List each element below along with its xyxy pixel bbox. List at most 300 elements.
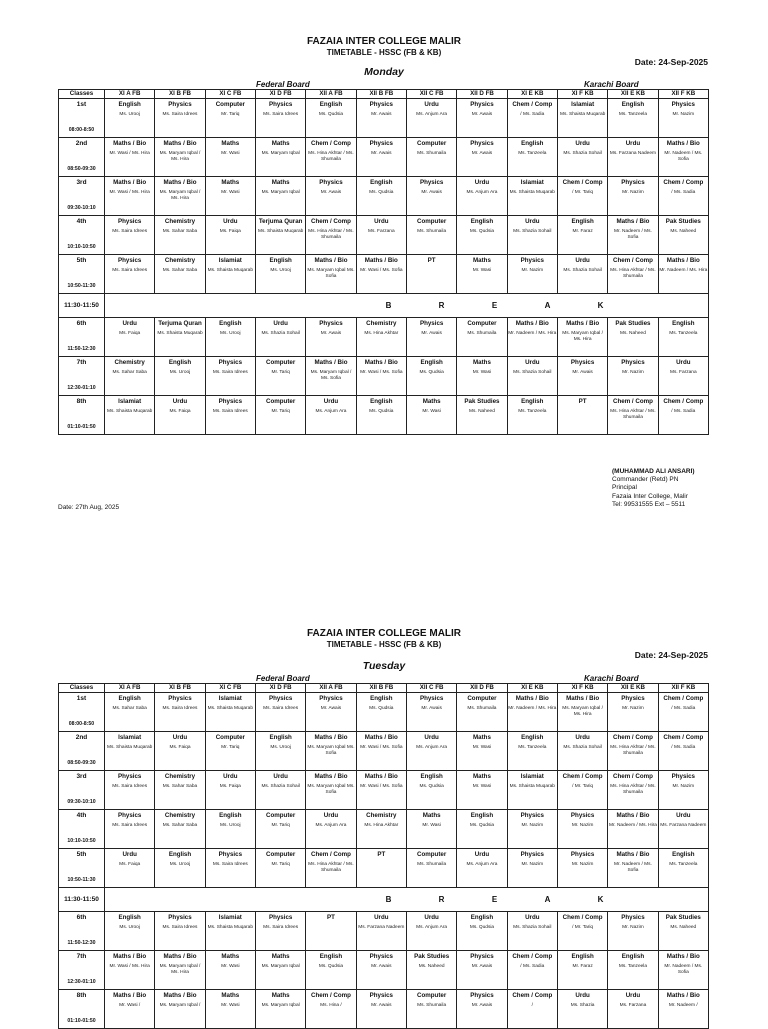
subject-name: Computer [266,812,296,819]
teacher-name: Ms. Shazia Sohail [513,925,552,930]
teacher-name: / Mr. Tariq [572,190,594,195]
subject-name: Chemistry [366,812,397,819]
lesson-cell [306,990,356,1029]
subject-name: Chem / Comp [663,695,704,702]
teacher-name: Mr. Wasi / Ms. Sofia [360,745,403,750]
subject-name: Terjuma Quran [158,320,202,327]
teacher-name: Ms. Urooj [169,370,191,375]
subject-name: Physics [470,140,494,147]
teacher-name: Mr. Nadeem / Ms. Hira [659,268,708,273]
teacher-name: / Ms. Sadia [671,706,696,711]
teacher-name: Ms. Urooj [270,745,291,750]
lesson-cell [306,732,356,771]
subject-name: Chem / Comp [613,398,653,405]
subject-name: Pak Studies [414,953,450,960]
lesson-cell [507,357,557,396]
lesson-cell [205,732,255,771]
teacher-name: Ms. Hina Akhtar / Ms. Shumaila [610,784,656,795]
teacher-name: Ms. Shaista Muqarab [509,190,555,195]
subject-name: Chemistry [164,257,196,264]
period-time: 08:50-09:30 [67,760,96,766]
subject-name: Urdu [525,359,540,366]
lesson-cell [406,732,456,771]
class-header: XII D FB [457,90,507,99]
subject-name: Urdu [676,812,691,819]
subject-name: Computer [215,734,245,741]
subject-name: Pak Studies [665,914,701,921]
karachi-board-label: Karachi Board [584,674,639,683]
teacher-name: Ms. Naheed [418,964,445,969]
subject-name: Urdu [474,851,490,858]
teacher-name: Ms. Shumaila [417,862,447,867]
teacher-name: / Ms. Sadia [671,745,696,750]
subject-name: PT [377,851,386,858]
period-cell [59,912,105,951]
teacher-name: Ms. Tanzeela [518,151,547,156]
period-row [59,177,709,216]
lesson-cell [507,990,557,1029]
lesson-cell [507,177,557,216]
lesson-cell [255,693,305,732]
teacher-name: Mr. Nazim [622,190,644,195]
lesson-cell [255,99,305,138]
lesson-cell [155,99,205,138]
subject-name: English [521,398,544,405]
teacher-name: Ms. Qudsia [318,964,344,969]
subject-name: Islamiat [520,773,544,780]
class-header: XII E KB [608,684,658,693]
subject-name: Physics [470,953,494,960]
teacher-name: Ms. Hina Akhtar / Ms. Shumaila [610,745,656,756]
lesson-cell [406,693,456,732]
lesson-cell [507,810,557,849]
subject-name: Computer [215,101,245,108]
subject-name: Physics [671,101,695,108]
teacher-name: Ms. Shazia Sohail [261,331,300,336]
lesson-cell [608,912,658,951]
lesson-cell [658,138,708,177]
subject-name: Urdu [122,851,137,858]
teacher-name: Ms. Maryam Iqbal Ms. Sofia [307,268,355,279]
teacher-name: Ms. Urooj [220,331,241,336]
lesson-cell [507,138,557,177]
subject-name: Physics [268,914,293,921]
lesson-cell [205,138,255,177]
subject-name: Physics [218,851,243,858]
teacher-name: / Mr. Tariq [572,784,594,789]
teacher-name: Ms. Qudsia [469,925,495,930]
lesson-cell [205,849,255,888]
teacher-name: Mr. Nazim [672,784,695,789]
teacher-name: Ms. Qudsia [318,112,344,117]
subject-name: Chem / Comp [663,734,704,741]
subject-name: Computer [417,140,447,147]
break-time: 11:30-11:50 [59,888,105,912]
class-header: XII F KB [658,684,708,693]
lesson-cell [306,771,356,810]
teacher-name: Ms. Tanzeela [518,745,547,750]
subject-name: Terjuma Quran [258,218,303,225]
teacher-name: Mr. Nazim [571,823,594,828]
subject-name: Maths / Bio [666,992,700,999]
teacher-name: Ms. Shumaila [467,331,497,336]
subject-name: Chemistry [366,320,397,327]
period-number: 8th [76,398,87,405]
subject-name: English [319,953,343,960]
break-letter: R [438,895,445,904]
teacher-name: Ms. Saira Idrees [263,925,299,930]
lesson-cell [205,216,255,255]
period-row [59,849,709,888]
lesson-cell [658,216,708,255]
lesson-cell [557,255,607,294]
teacher-name: Mr. Nazim [571,862,594,867]
principal-signature-block [612,468,695,509]
lesson-cell [608,396,658,435]
college-name: FAZAIA INTER COLLEGE MALIR [306,36,462,47]
lesson-cell [255,357,305,396]
lesson-cell [105,810,155,849]
subject-name: PT [427,257,436,264]
break-time: 11:30-11:50 [59,294,105,318]
period-cell [59,99,105,138]
lesson-cell [306,396,356,435]
teacher-name: Ms. Faiqa [119,862,141,867]
subject-name: Urdu [424,914,439,921]
period-row [59,357,709,396]
period-cell [59,396,105,435]
lesson-cell [306,810,356,849]
teacher-name: Mr. Awais [371,1003,392,1008]
teacher-name: Mr. Wasi / Ms. Hira [109,190,150,195]
period-row [59,216,709,255]
teacher-name: Mr. Nazim [672,112,695,117]
period-cell [59,177,105,216]
subject-name: Computer [417,218,447,225]
class-header: XII A FB [306,684,356,693]
subject-name: English [219,812,242,819]
lesson-cell [205,396,255,435]
lesson-cell [155,810,205,849]
teacher-name: Ms. Maryam Iqbal [261,151,300,156]
period-time: 08:00-8:50 [68,721,95,727]
lesson-cell [155,216,205,255]
lesson-cell [658,318,708,357]
lesson-cell [255,912,305,951]
lesson-cell [457,318,507,357]
lesson-cell [608,177,658,216]
lesson-cell [608,732,658,771]
lesson-cell [105,99,155,138]
break-letter: K [597,301,604,310]
class-header: XI E KB [507,90,557,99]
teacher-name: Ms. Hina / [320,1003,342,1008]
lesson-cell [557,912,607,951]
teacher-name: Ms. Faiqa [169,745,191,750]
teacher-name: / Ms. Sadia [671,190,696,195]
teacher-name: Ms. Qudsia [469,229,495,234]
subject-name: Urdu [676,359,691,366]
period-cell [59,810,105,849]
teacher-name: Ms. Maryam Iqbal Ms. Sofia [307,745,355,756]
period-number: 4th [76,218,87,225]
lesson-cell [255,732,305,771]
teacher-name: Ms. Maryam Iqbal / Ms. Hira [159,964,201,975]
lesson-cell [406,255,456,294]
subject-name: Urdu [575,734,590,741]
timetable-grid [58,683,709,1029]
lesson-cell [658,396,708,435]
lesson-cell [105,990,155,1029]
subject-name: Physics [470,992,494,999]
subject-name: Maths / Bio [616,812,650,819]
lesson-cell [155,357,205,396]
lesson-cell [205,990,255,1029]
teacher-name: Ms. Farzana Nadeem [358,925,405,930]
period-time: 12:30-01:10 [67,979,96,985]
lesson-cell [557,951,607,990]
teacher-name: Mr. Awais [320,706,342,711]
timetable-page-tuesday [0,560,768,1024]
lesson-cell [155,318,205,357]
class-header: XI C FB [205,90,255,99]
lesson-cell [105,255,155,294]
subject-name: Urdu [223,773,238,780]
subject-name: English [621,953,645,960]
subject-name: Physics [570,359,595,366]
lesson-cell [557,99,607,138]
teacher-name: Mr. Wasi [221,190,240,195]
subject-name: Urdu [575,992,590,999]
lesson-cell [105,951,155,990]
lesson-cell [457,99,507,138]
lesson-cell [406,357,456,396]
subject-name: Urdu [575,257,590,264]
subject-name: Maths / Bio [666,257,700,264]
subject-name: Physics [369,101,393,108]
subject-name: Physics [621,914,645,921]
period-number: 1st [76,695,87,702]
break-row [59,294,709,318]
lesson-cell [155,732,205,771]
subject-name: English [168,359,192,366]
subject-name: Islamiat [571,101,595,108]
teacher-name: Mr. Nadeem / Ms. Sofia [614,862,652,873]
class-header: XI B FB [155,684,205,693]
period-cell [59,951,105,990]
teacher-name: Mr. Wasi / Ms. Hira [109,151,150,156]
teacher-name: Mr. Wasi / Ms. Sofia [360,370,403,375]
lesson-cell [105,357,155,396]
subject-name: Maths / Bio [364,257,398,264]
class-header: XI A FB [105,684,155,693]
lesson-cell [356,951,406,990]
class-header: XII B FB [356,90,406,99]
teacher-name: Ms. Maryam Iqbal [261,1003,300,1008]
lesson-cell [457,138,507,177]
teacher-name: Ms. Maryam Iqbal / Ms. Hira [159,151,201,162]
subject-name: Maths [221,992,240,999]
period-row [59,138,709,177]
lesson-cell [406,810,456,849]
lesson-cell [356,216,406,255]
subject-name: Islamiat [218,257,242,264]
teacher-name: Mr. Nadeem / Ms. Sofia [614,229,652,240]
lesson-cell [205,951,255,990]
teacher-name: Ms. Farzana Nadeem [609,151,656,156]
teacher-name: Ms. Saira Idrees [212,370,248,375]
subject-name: Physics [268,695,293,702]
teacher-name: Ms. Anjum Ara [315,823,347,828]
teacher-name: / Ms. Sadia [520,964,545,969]
teacher-name: / Ms. Sadia [520,112,545,117]
break-letter: A [544,895,551,904]
lesson-cell [306,255,356,294]
lesson-cell [205,357,255,396]
teacher-name: Ms. Faiqa [119,331,141,336]
teacher-name: Mr. Awais [421,190,442,195]
period-row [59,990,709,1029]
break-letter: K [597,895,604,904]
lesson-cell [557,849,607,888]
lesson-cell [557,396,607,435]
subject-name: Maths [473,773,491,780]
subject-name: Chem / Comp [562,179,603,186]
class-header: XI F KB [557,90,607,99]
teacher-name: Mr. Tariq [221,745,240,750]
subject-name: Computer [266,359,296,366]
footer-date: Date: 27th Aug, 2025 [58,504,120,511]
lesson-cell [356,99,406,138]
teacher-name: Mr. Awais [421,706,442,711]
teacher-name: Mr. Awais [421,331,442,336]
class-header: XI C FB [205,684,255,693]
lesson-cell [406,318,456,357]
lesson-cell [105,318,155,357]
teacher-name: Ms. Maryam Iqbal / [159,1003,201,1008]
lesson-cell [608,951,658,990]
subject-name: Physics [520,851,544,858]
subject-name: Maths / Bio [163,953,197,960]
teacher-name: Ms. Urooj [270,268,291,273]
subject-name: Urdu [172,734,188,741]
lesson-cell [507,396,557,435]
subject-name: Maths / Bio [566,695,600,702]
lesson-cell [105,138,155,177]
teacher-name: Ms. Shaista Muqarab [207,268,253,273]
teacher-name: Mr. Wasi [422,823,441,828]
teacher-name: Mr. Nazim [622,925,644,930]
teacher-name: Ms. Tanzeela [669,331,698,336]
subject-name: Urdu [122,320,137,327]
teacher-name: Ms. Maryam Iqbal / Ms. Hira [562,706,604,717]
subject-name: Urdu [323,812,339,819]
lesson-cell [557,771,607,810]
subject-name: Maths [422,812,441,819]
subject-name: Physics [168,914,192,921]
period-row [59,810,709,849]
teacher-name: Ms. Anjum Ara [466,862,498,867]
subject-name: PT [578,398,587,405]
subject-name: Chem / Comp [613,257,653,264]
subject-name: English [118,914,141,921]
lesson-cell [356,177,406,216]
subject-name: Physics [319,179,343,186]
teacher-name: Mr. Nazim [521,862,544,867]
subject-name: Chem / Comp [311,140,351,147]
lesson-cell [105,216,155,255]
teacher-name: Ms. Hina Akhtar [364,331,399,336]
subject-name: English [118,695,141,702]
teacher-name: Ms. Hina Akhtar / Ms. Shumaila [308,151,354,162]
lesson-cell [105,396,155,435]
subject-name: Urdu [273,773,288,780]
teacher-name: Ms. Naheed [620,331,646,336]
teacher-name: Ms. Naheed [469,409,495,414]
lesson-cell [406,771,456,810]
teacher-name: Mr. Wasi [472,268,492,273]
subject-name: Maths / Bio [163,140,197,147]
timetable-grid [58,89,709,435]
teacher-name: Ms. Shazia Sohail [563,151,602,156]
teacher-name: Ms. Sahar Saba [162,268,198,273]
subject-name: Computer [417,851,447,858]
period-time: 01:10-01:50 [67,424,96,430]
subject-name: Urdu [625,140,641,147]
period-row [59,99,709,138]
teacher-name: Ms. Shaista Muqarab [509,784,555,789]
teacher-name: Ms. Shumaila [417,151,447,156]
teacher-name: Ms. Qudsia [369,409,394,414]
subject-name: Physics [419,320,444,327]
subject-name: Chem / Comp [663,398,704,405]
subject-name: Physics [671,773,695,780]
subject-name: English [118,101,141,108]
subject-name: English [571,953,594,960]
subject-name: Maths / Bio [314,359,348,366]
lesson-cell [356,732,406,771]
header-row [59,90,709,99]
teacher-name: Ms. Maryam Iqbal [261,964,300,969]
subject-name: Maths / Bio [314,257,348,264]
day-title: Tuesday [362,660,406,672]
teacher-name: Mr. Awais [371,112,392,117]
period-time: 08:50-09:30 [67,166,96,172]
period-time: 10:50-11:30 [67,877,96,883]
subject-name: Maths / Bio [616,851,650,858]
period-cell [59,318,105,357]
college-address: Fazaia Inter College, Malir [612,492,688,500]
lesson-cell [457,990,507,1029]
teacher-name: Mr. Nazim [622,370,644,375]
lesson-cell [356,912,406,951]
lesson-cell [205,255,255,294]
subject-name: Islamiat [218,695,242,702]
subject-name: Physics [218,398,243,405]
subject-name: Maths [271,992,290,999]
lesson-cell [255,990,305,1029]
teacher-name: Ms. Shaista Muqarab [107,745,153,750]
lesson-cell [155,849,205,888]
subject-name: Chem / Comp [512,992,553,999]
teacher-name: Ms. Shumaila [417,1003,447,1008]
subject-name: Maths / Bio [666,953,700,960]
lesson-cell [306,177,356,216]
period-cell [59,255,105,294]
lesson-cell [457,771,507,810]
class-header: XI F KB [557,684,607,693]
lesson-cell [255,951,305,990]
